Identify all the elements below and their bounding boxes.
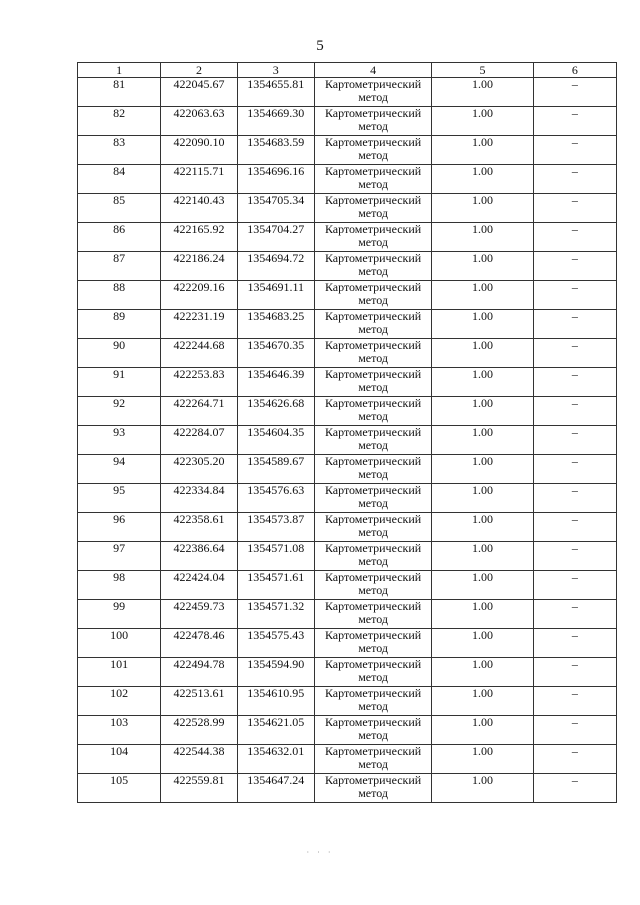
coord-x: 422528.99 (161, 716, 237, 745)
method-line-1: Картометрический (324, 483, 422, 497)
method-line-1: Картометрический (324, 686, 422, 700)
method (314, 339, 431, 368)
method-line-1: Картометрический (324, 570, 422, 584)
accuracy: 1.00 (432, 774, 533, 803)
coord-x: 422305.20 (161, 455, 237, 484)
method-line-2: метод (358, 612, 388, 626)
note: – (533, 745, 616, 774)
method (314, 600, 431, 629)
coord-x: 422140.43 (161, 194, 237, 223)
table-row (78, 513, 617, 542)
coord-y: 1354696.16 (237, 165, 314, 194)
method (314, 571, 431, 600)
header-col-5: 5 (432, 63, 533, 78)
method-line-2: метод (358, 235, 388, 249)
method-line-1: Картометрический (324, 628, 422, 642)
coord-y: 1354575.43 (237, 629, 314, 658)
accuracy: 1.00 (432, 716, 533, 745)
point-number: 83 (78, 136, 161, 165)
table-row (78, 223, 617, 252)
accuracy: 1.00 (432, 571, 533, 600)
method-line-2: метод (358, 786, 388, 800)
table-row (78, 426, 617, 455)
accuracy: 1.00 (432, 78, 533, 107)
point-number: 97 (78, 542, 161, 571)
method-line-1: Картометрический (324, 773, 422, 787)
coord-x: 422494.78 (161, 658, 237, 687)
method-line-2: метод (358, 554, 388, 568)
table-header-row (78, 63, 617, 78)
table-row (78, 281, 617, 310)
coord-y: 1354655.81 (237, 78, 314, 107)
accuracy: 1.00 (432, 368, 533, 397)
coord-y: 1354704.27 (237, 223, 314, 252)
coord-y: 1354626.68 (237, 397, 314, 426)
table-row (78, 658, 617, 687)
point-number: 91 (78, 368, 161, 397)
method-line-1: Картометрический (324, 715, 422, 729)
point-number: 105 (78, 774, 161, 803)
method (314, 658, 431, 687)
note: – (533, 513, 616, 542)
coord-x: 422186.24 (161, 252, 237, 281)
method (314, 455, 431, 484)
table-row (78, 397, 617, 426)
method-line-1: Картометрический (324, 367, 422, 381)
coord-y: 1354571.08 (237, 542, 314, 571)
method (314, 78, 431, 107)
point-number: 102 (78, 687, 161, 716)
coord-x: 422165.92 (161, 223, 237, 252)
method-line-2: метод (358, 177, 388, 191)
method (314, 281, 431, 310)
method-line-1: Картометрический (324, 135, 422, 149)
table-row (78, 368, 617, 397)
coord-x: 422090.10 (161, 136, 237, 165)
coord-y: 1354669.30 (237, 107, 314, 136)
accuracy: 1.00 (432, 600, 533, 629)
point-number: 85 (78, 194, 161, 223)
accuracy: 1.00 (432, 310, 533, 339)
header-col-2: 2 (161, 63, 237, 78)
coord-x: 422244.68 (161, 339, 237, 368)
table-row (78, 629, 617, 658)
coord-x: 422115.71 (161, 165, 237, 194)
table-row (78, 745, 617, 774)
table-row (78, 484, 617, 513)
point-number: 88 (78, 281, 161, 310)
point-number: 101 (78, 658, 161, 687)
accuracy: 1.00 (432, 745, 533, 774)
method-line-1: Картометрический (324, 106, 422, 120)
note: – (533, 774, 616, 803)
method-line-2: метод (358, 583, 388, 597)
method-line-2: метод (358, 322, 388, 336)
method-line-2: метод (358, 351, 388, 365)
note: – (533, 658, 616, 687)
coord-x: 422284.07 (161, 426, 237, 455)
coord-x: 422334.84 (161, 484, 237, 513)
table-row (78, 455, 617, 484)
table-row (78, 165, 617, 194)
table-row (78, 78, 617, 107)
coord-x: 422424.04 (161, 571, 237, 600)
coord-y: 1354705.34 (237, 194, 314, 223)
method (314, 397, 431, 426)
method-line-2: метод (358, 206, 388, 220)
coordinates-table (77, 62, 617, 803)
note: – (533, 194, 616, 223)
point-number: 81 (78, 78, 161, 107)
point-number: 95 (78, 484, 161, 513)
point-number: 87 (78, 252, 161, 281)
accuracy: 1.00 (432, 136, 533, 165)
accuracy: 1.00 (432, 397, 533, 426)
method (314, 165, 431, 194)
method-line-1: Картометрический (324, 251, 422, 265)
point-number: 92 (78, 397, 161, 426)
method (314, 745, 431, 774)
method-line-1: Картометрический (324, 164, 422, 178)
point-number: 98 (78, 571, 161, 600)
note: – (533, 397, 616, 426)
coord-y: 1354571.61 (237, 571, 314, 600)
coord-y: 1354573.87 (237, 513, 314, 542)
accuracy: 1.00 (432, 484, 533, 513)
coord-y: 1354632.01 (237, 745, 314, 774)
method (314, 136, 431, 165)
method-line-1: Картометрический (324, 309, 422, 323)
accuracy: 1.00 (432, 629, 533, 658)
note: – (533, 629, 616, 658)
header-col-3: 3 (237, 63, 314, 78)
point-number: 96 (78, 513, 161, 542)
method (314, 223, 431, 252)
method (314, 774, 431, 803)
accuracy: 1.00 (432, 281, 533, 310)
coord-y: 1354589.67 (237, 455, 314, 484)
method-line-1: Картометрический (324, 657, 422, 671)
method-line-2: метод (358, 641, 388, 655)
note: – (533, 165, 616, 194)
point-number: 90 (78, 339, 161, 368)
coord-y: 1354594.90 (237, 658, 314, 687)
note: – (533, 107, 616, 136)
method (314, 687, 431, 716)
table-row (78, 774, 617, 803)
table-row (78, 571, 617, 600)
header-col-6: 6 (533, 63, 616, 78)
method-line-1: Картометрический (324, 396, 422, 410)
point-number: 104 (78, 745, 161, 774)
method-line-2: метод (358, 757, 388, 771)
point-number: 94 (78, 455, 161, 484)
coord-y: 1354647.24 (237, 774, 314, 803)
method-line-1: Картометрический (324, 77, 422, 91)
coord-y: 1354604.35 (237, 426, 314, 455)
point-number: 100 (78, 629, 161, 658)
point-number: 82 (78, 107, 161, 136)
coord-x: 422358.61 (161, 513, 237, 542)
accuracy: 1.00 (432, 252, 533, 281)
note: – (533, 687, 616, 716)
note: – (533, 600, 616, 629)
method (314, 513, 431, 542)
scan-mark: · · · (306, 848, 334, 857)
method (314, 368, 431, 397)
point-number: 93 (78, 426, 161, 455)
coord-y: 1354621.05 (237, 716, 314, 745)
coord-y: 1354576.63 (237, 484, 314, 513)
coord-y: 1354571.32 (237, 600, 314, 629)
method-line-1: Картометрический (324, 599, 422, 613)
method (314, 629, 431, 658)
note: – (533, 252, 616, 281)
method-line-1: Картометрический (324, 744, 422, 758)
coord-x: 422559.81 (161, 774, 237, 803)
method-line-2: метод (358, 467, 388, 481)
coord-x: 422478.46 (161, 629, 237, 658)
table-row (78, 310, 617, 339)
accuracy: 1.00 (432, 223, 533, 252)
method (314, 484, 431, 513)
method-line-1: Картометрический (324, 425, 422, 439)
accuracy: 1.00 (432, 194, 533, 223)
point-number: 99 (78, 600, 161, 629)
coord-y: 1354683.25 (237, 310, 314, 339)
accuracy: 1.00 (432, 542, 533, 571)
coord-y: 1354683.59 (237, 136, 314, 165)
coord-x: 422513.61 (161, 687, 237, 716)
coord-y: 1354670.35 (237, 339, 314, 368)
method-line-2: метод (358, 699, 388, 713)
coord-y: 1354646.39 (237, 368, 314, 397)
method (314, 107, 431, 136)
note: – (533, 223, 616, 252)
table-row (78, 542, 617, 571)
header-col-4: 4 (314, 63, 431, 78)
point-number: 86 (78, 223, 161, 252)
note: – (533, 78, 616, 107)
coord-x: 422209.16 (161, 281, 237, 310)
table-row (78, 716, 617, 745)
method-line-2: метод (358, 119, 388, 133)
table-row (78, 687, 617, 716)
method (314, 252, 431, 281)
note: – (533, 542, 616, 571)
note: – (533, 571, 616, 600)
method-line-2: метод (358, 264, 388, 278)
method-line-2: метод (358, 496, 388, 510)
accuracy: 1.00 (432, 426, 533, 455)
method-line-2: метод (358, 380, 388, 394)
method (314, 542, 431, 571)
method (314, 716, 431, 745)
coord-x: 422544.38 (161, 745, 237, 774)
coord-y: 1354691.11 (237, 281, 314, 310)
accuracy: 1.00 (432, 513, 533, 542)
note: – (533, 136, 616, 165)
note: – (533, 716, 616, 745)
accuracy: 1.00 (432, 107, 533, 136)
method-line-1: Картометрический (324, 512, 422, 526)
coord-x: 422231.19 (161, 310, 237, 339)
accuracy: 1.00 (432, 339, 533, 368)
coord-x: 422045.67 (161, 78, 237, 107)
table-row (78, 136, 617, 165)
table-row (78, 194, 617, 223)
method (314, 310, 431, 339)
coord-y: 1354610.95 (237, 687, 314, 716)
method-line-2: метод (358, 670, 388, 684)
note: – (533, 455, 616, 484)
method-line-1: Картометрический (324, 541, 422, 555)
note: – (533, 484, 616, 513)
method (314, 426, 431, 455)
page-number: 5 (316, 38, 324, 54)
table-row (78, 339, 617, 368)
note: – (533, 339, 616, 368)
coord-x: 422459.73 (161, 600, 237, 629)
coord-x: 422264.71 (161, 397, 237, 426)
accuracy: 1.00 (432, 658, 533, 687)
table-row (78, 600, 617, 629)
method-line-2: метод (358, 293, 388, 307)
method-line-2: метод (358, 438, 388, 452)
method-line-1: Картометрический (324, 280, 422, 294)
method-line-2: метод (358, 90, 388, 104)
note: – (533, 281, 616, 310)
table-row (78, 107, 617, 136)
method-line-1: Картометрический (324, 193, 422, 207)
method (314, 194, 431, 223)
accuracy: 1.00 (432, 687, 533, 716)
point-number: 103 (78, 716, 161, 745)
table-row (78, 252, 617, 281)
table-body (78, 78, 617, 803)
header-col-1: 1 (78, 63, 161, 78)
accuracy: 1.00 (432, 455, 533, 484)
note: – (533, 426, 616, 455)
method-line-2: метод (358, 148, 388, 162)
coord-x: 422386.64 (161, 542, 237, 571)
coord-y: 1354694.72 (237, 252, 314, 281)
coord-x: 422253.83 (161, 368, 237, 397)
method-line-2: метод (358, 728, 388, 742)
method-line-1: Картометрический (324, 454, 422, 468)
method-line-1: Картометрический (324, 222, 422, 236)
point-number: 84 (78, 165, 161, 194)
accuracy: 1.00 (432, 165, 533, 194)
point-number: 89 (78, 310, 161, 339)
coord-x: 422063.63 (161, 107, 237, 136)
method-line-2: метод (358, 525, 388, 539)
method-line-1: Картометрический (324, 338, 422, 352)
method-line-2: метод (358, 409, 388, 423)
note: – (533, 310, 616, 339)
note: – (533, 368, 616, 397)
